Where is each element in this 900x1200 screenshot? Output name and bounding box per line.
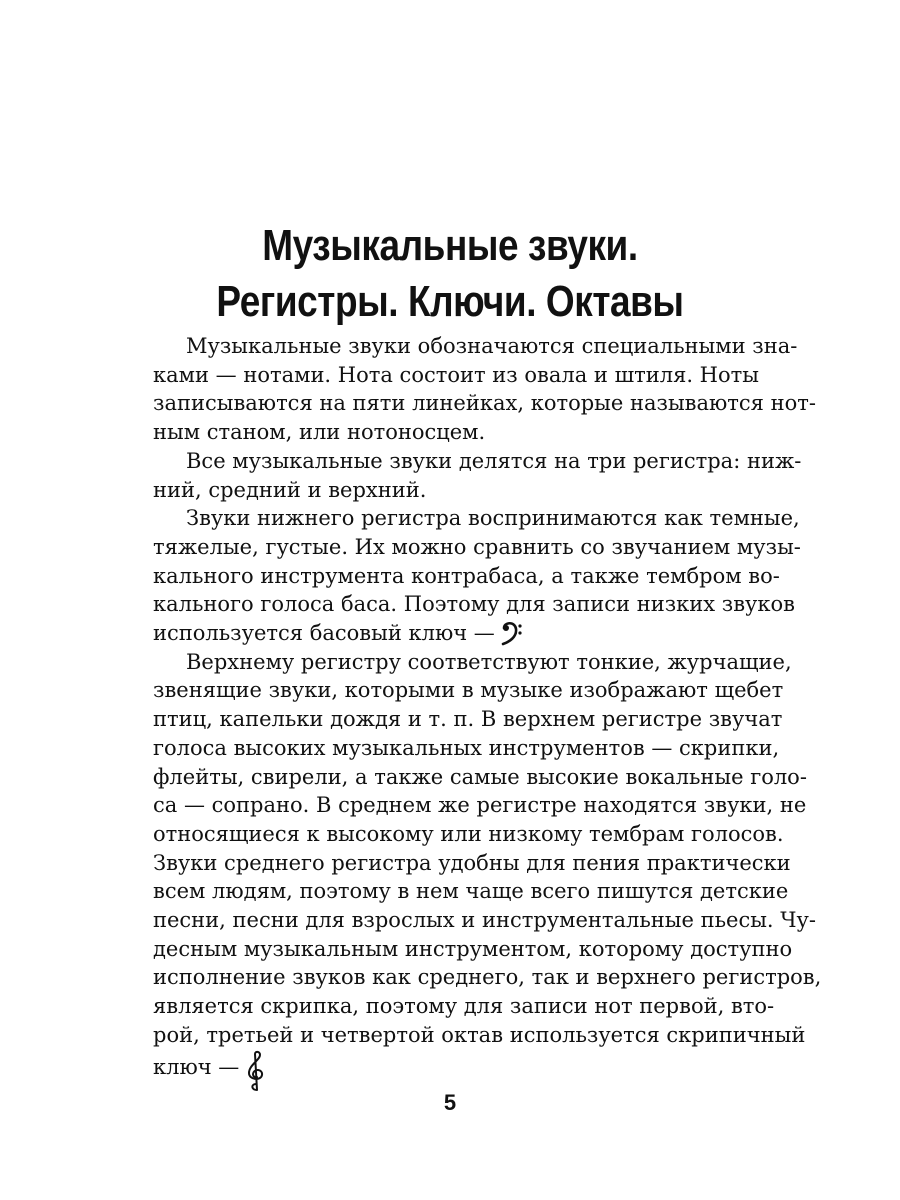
text-line: са — сопрано. В среднем же регистре находятся звуки, не [153,793,807,818]
treble-clef-icon [246,1050,266,1092]
text-line: кального инструмента контрабаса, а также тембром во- [153,563,780,588]
text-line: Все музыкальные звуки делятся на три регистра: ниж- [186,448,802,473]
text-line: Звуки среднего регистра удобны для пения практически [153,850,791,875]
text-line: ний, средний и верхний. [153,477,427,502]
paragraph-high-register [153,648,822,1092]
text-line: является скрипка, поэтому для записи нот первой, вто- [153,994,775,1019]
body-text [153,332,822,1092]
text-line: голоса высоких музыкальных инструментов — скрипки, [153,735,780,760]
text-line: птиц, капельки дождя и т. п. В верхнем регистре звучат [153,707,783,732]
text-line: ным станом, или нотоносцем. [153,420,486,445]
text-line: песни, песни для взрослых и инструментальные пьесы. Чу- [153,908,816,933]
title-line-1: Музыкальные звуки. [262,221,638,270]
text-fragment: ключ — [153,1054,240,1079]
page-title [72,218,828,330]
text-line-with-treble-clef [153,1050,750,1092]
text-line: относящиеся к высокому или низкому тембрам голосов. [153,821,784,846]
bass-clef-icon [501,620,523,646]
text-line-with-bass-clef [153,619,750,648]
text-line: десным музыкальным инструментом, которому доступно [153,936,793,961]
text-line: звенящие звуки, которыми в музыке изображают щебет [153,678,784,703]
text-line: Верхнему регистру соответствуют тонкие, журчащие, [186,649,792,674]
text-line: тяжелые, густые. Их можно сравнить со звучанием музы- [153,534,801,559]
text-line: всем людям, поэтому в нем чаще всего пишутся детские [153,879,789,904]
text-line: рой, третьей и четвертой октав используется скрипичный [153,1022,806,1047]
title-line-2: Регистры. Ключи. Октавы [216,277,684,326]
text-line: Музыкальные звуки обозначаются специальными зна- [186,334,798,358]
text-line: записываются на пяти линейках, которые называются нот- [153,391,816,416]
text-line: ками — нотами. Нота состоит из овала и штиля. Ноты [153,362,759,387]
text-fragment: используется басовый ключ — [153,621,495,646]
text-line: исполнение звуков как среднего, так и верхнего регистров, [153,965,822,990]
text-line: кального голоса баса. Поэтому для записи низких звуков [153,592,796,617]
text-line: Звуки нижнего регистра воспринимаются как темные, [186,506,800,531]
paragraph-registers [153,447,802,504]
paragraph-notation [153,332,816,447]
text-line: флейты, свирели, а также самые высокие вокальные голо- [153,764,807,789]
page-number: 5 [443,1090,457,1115]
paragraph-low-register [153,504,801,648]
